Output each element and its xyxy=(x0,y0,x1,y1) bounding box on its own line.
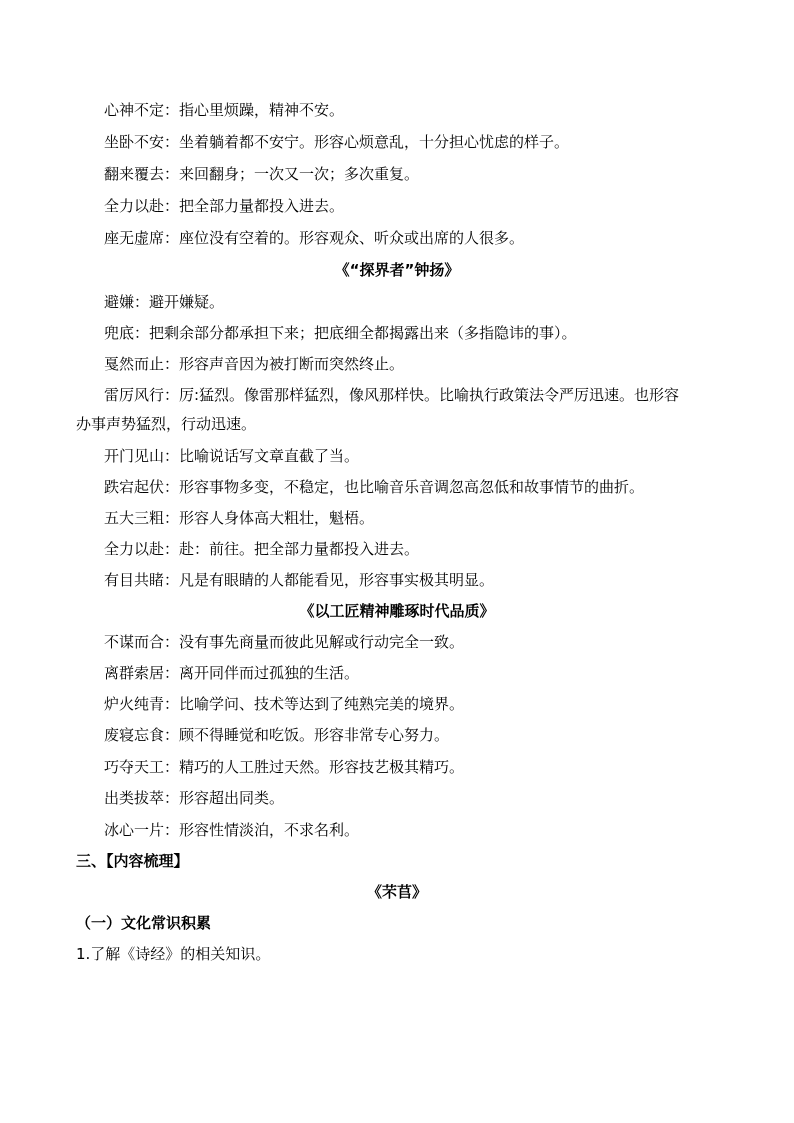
idiom-entry: 冰心一片：形容性情淡泊，不求名利。 xyxy=(104,821,360,839)
idiom-entry: 全力以赴：把全部力量都投入进去。 xyxy=(104,197,345,215)
article-heading: 《芣苢》 xyxy=(366,883,427,901)
article-heading: 《“探界者”钟扬》 xyxy=(334,261,460,279)
idiom-entry: 废寝忘食：顾不得睡觉和吃饭。形容非常专心努力。 xyxy=(104,726,450,744)
idiom-entry: 座无虚席：座位没有空着的。形容观众、听众或出席的人很多。 xyxy=(104,229,525,247)
idiom-entry: 跌宕起伏：形容事物多变，不稳定，也比喻音乐音调忽高忽低和故事情节的曲折。 xyxy=(104,478,645,496)
idiom-entry: 炉火纯青：比喻学问、技术等达到了纯熟完美的境界。 xyxy=(104,695,465,713)
idiom-entry: 全力以赴：赴：前往。把全部力量都投入进去。 xyxy=(104,540,420,558)
idiom-entry: 离群索居：离开同伴而过孤独的生活。 xyxy=(104,664,360,682)
subsection-title: （一）文化常识积累 xyxy=(76,914,212,932)
idiom-entry: 巧夺天工：精巧的人工胜过天然。形容技艺极其精巧。 xyxy=(104,758,465,776)
idiom-entry: 五大三粗：形容人身体高大粗壮，魁梧。 xyxy=(104,509,375,527)
idiom-entry: 兜底：把剩余部分都承担下来；把底细全都揭露出来（多指隐讳的事）。 xyxy=(104,324,577,342)
article-heading: 《以工匠精神雕琢时代品质》 xyxy=(299,602,495,620)
idiom-entry: 心神不定：指心里烦躁，精神不安。 xyxy=(104,101,345,119)
idiom-entry: 坐卧不安：坐着躺着都不安宁。形容心烦意乱，十分担心忧虑的样子。 xyxy=(104,133,570,151)
numbered-item: 1.了解《诗经》的相关知识。 xyxy=(76,945,271,963)
idiom-entry: 不谋而合：没有事先商量而彼此见解或行动完全一致。 xyxy=(104,633,465,651)
idiom-entry: 避嫌：避开嫌疑。 xyxy=(104,293,225,311)
idiom-entry: 戛然而止：形容声音因为被打断而突然终止。 xyxy=(104,355,405,373)
idiom-entry: 有目共睹：凡是有眼睛的人都能看见，形容事实极其明显。 xyxy=(104,571,495,589)
idiom-entry: 雷厉风行：厉:猛烈。像雷那样猛烈，像风那样快。比喻执行政策法令严厉迅速。也形容 xyxy=(104,386,680,404)
section-title: 三、【内容梳理】 xyxy=(76,852,189,870)
idiom-entry: 出类拔萃：形容超出同类。 xyxy=(104,789,285,807)
idiom-entry-continuation: 办事声势猛烈，行动迅速。 xyxy=(76,415,257,433)
idiom-entry: 翻来覆去：来回翻身；一次又一次；多次重复。 xyxy=(104,165,420,183)
idiom-entry: 开门见山：比喻说话写文章直截了当。 xyxy=(104,447,360,465)
